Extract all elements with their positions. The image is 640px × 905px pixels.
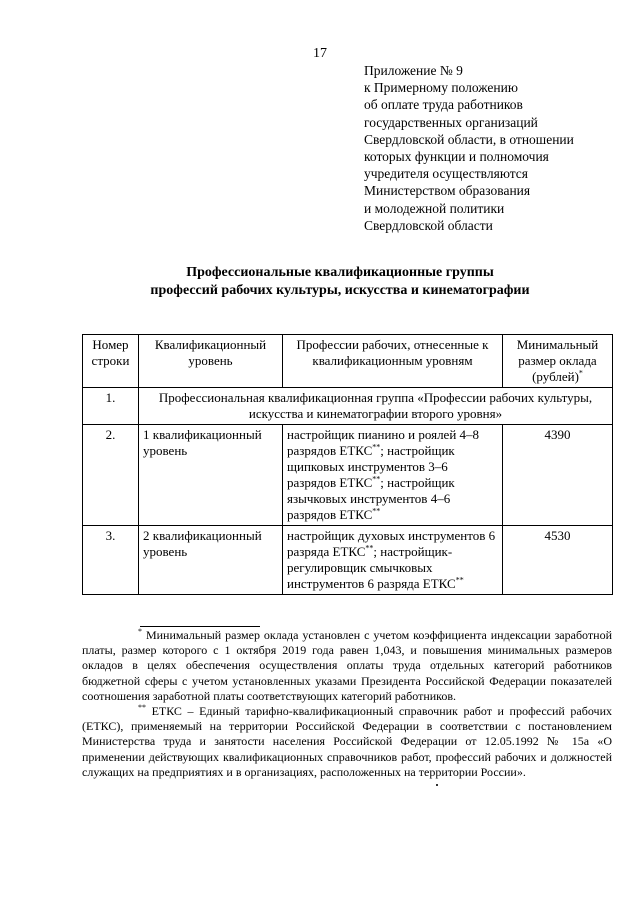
header-row-number: Номер строки — [83, 335, 139, 388]
document-title — [40, 264, 640, 300]
profession-text: настройщик духовых инструментов 6 разряда ЕТКС — [287, 528, 496, 559]
footnote-1 — [82, 628, 612, 704]
table-row — [83, 388, 613, 425]
title-line-2: профессий рабочих культуры, искусства и кинематографии — [150, 283, 530, 298]
profession-text: ; настройщик язычковых инструментов 4–6 разрядов ЕТКС — [287, 475, 455, 522]
profession-text: ; настройщик щипковых инструментов 3–6 разрядов ЕТКС — [287, 443, 455, 490]
appendix-block — [364, 62, 630, 234]
appendix-line: учредителя осуществляются — [364, 166, 528, 182]
double-asterisk-mark: ** — [372, 506, 381, 516]
header-qualification-level: Квалификационный уровень — [139, 335, 283, 388]
appendix-line: которых функции и полномочия — [364, 149, 549, 165]
qualification-level: 1 квалификационный уровень — [139, 425, 283, 526]
footnote-2 — [82, 704, 612, 780]
professions-cell — [283, 526, 503, 595]
min-salary-value: 4390 — [503, 425, 613, 526]
double-asterisk-mark: ** — [365, 543, 374, 553]
footnote-text: ЕТКС – Единый тарифно-квалификационный справочник работ и профессий рабочих (ЕТКС), применяемый на территории Российской Федерации в соответствии с постановлением Министерства труда и занятости населения Российской Федерации от 12.05.1992 № 15а «О применении действующих квалификационных справочников работ, профессий рабочих и должностей служащих на предприятиях и в организациях, расположенных на территории России». — [82, 704, 612, 779]
footnote-separator — [140, 626, 260, 627]
header-min-salary-text: Минимальный размер оклада (рублей) — [516, 337, 599, 384]
table-row — [83, 425, 613, 526]
min-salary-value: 4530 — [503, 526, 613, 595]
profession-text: ; настройщик-регулировщик смычковых инструментов 6 разряда ЕТКС — [287, 544, 456, 591]
header-professions: Профессии рабочих, отнесенные к квалификационным уровням — [283, 335, 503, 388]
table-row — [83, 526, 613, 595]
appendix-line: Свердловской области, в отношении — [364, 131, 574, 147]
qualification-table — [82, 334, 613, 595]
profession-text: настройщик пианино и роялей 4–8 разрядов ЕТКС — [287, 427, 480, 458]
appendix-line: Приложение № 9 — [364, 63, 463, 78]
appendix-line: Свердловской области — [364, 217, 493, 233]
appendix-line: об оплате труда работников — [364, 97, 523, 113]
row-number: 2. — [83, 425, 139, 526]
double-asterisk-mark: ** — [372, 474, 381, 484]
footnote-text: Минимальный размер оклада установлен с учетом коэффициента индексации заработной платы, размер которого с 1 октября 2019 года равен 1,043, и повышения минимальных размеров окладов в целях обеспечения осуществления оплаты труда отдельных категорий работников бюджетной сферы с учетом установленных указами Президента Российской Федерации показателей соотношения заработной платы соответствующих категорий работников. — [82, 628, 612, 703]
scan-speck — [436, 784, 438, 786]
qualification-level: 2 квалификационный уровень — [139, 526, 283, 595]
appendix-line: и молодежной политики — [364, 200, 505, 216]
header-min-salary — [503, 335, 613, 388]
appendix-line: Министерством образования — [364, 183, 531, 199]
asterisk-mark: * — [578, 368, 583, 378]
group-title: Профессиональная квалификационная группа «Профессии рабочих культуры, искусства и кинематографии второго уровня» — [139, 388, 613, 425]
row-number: 3. — [83, 526, 139, 595]
double-asterisk-mark: ** — [455, 575, 464, 585]
table-header-row — [83, 335, 613, 388]
page-number: 17 — [313, 46, 327, 61]
appendix-line: к Примерному положению — [364, 80, 518, 96]
double-asterisk-mark: ** — [372, 442, 381, 452]
footnote-mark: ** — [138, 703, 146, 713]
title-line-1: Профессиональные квалификационные группы — [186, 265, 494, 280]
row-number: 1. — [83, 388, 139, 425]
professions-cell — [283, 425, 503, 526]
appendix-line: государственных организаций — [364, 114, 538, 130]
footnote-mark: * — [138, 627, 142, 636]
footnotes — [82, 628, 612, 780]
